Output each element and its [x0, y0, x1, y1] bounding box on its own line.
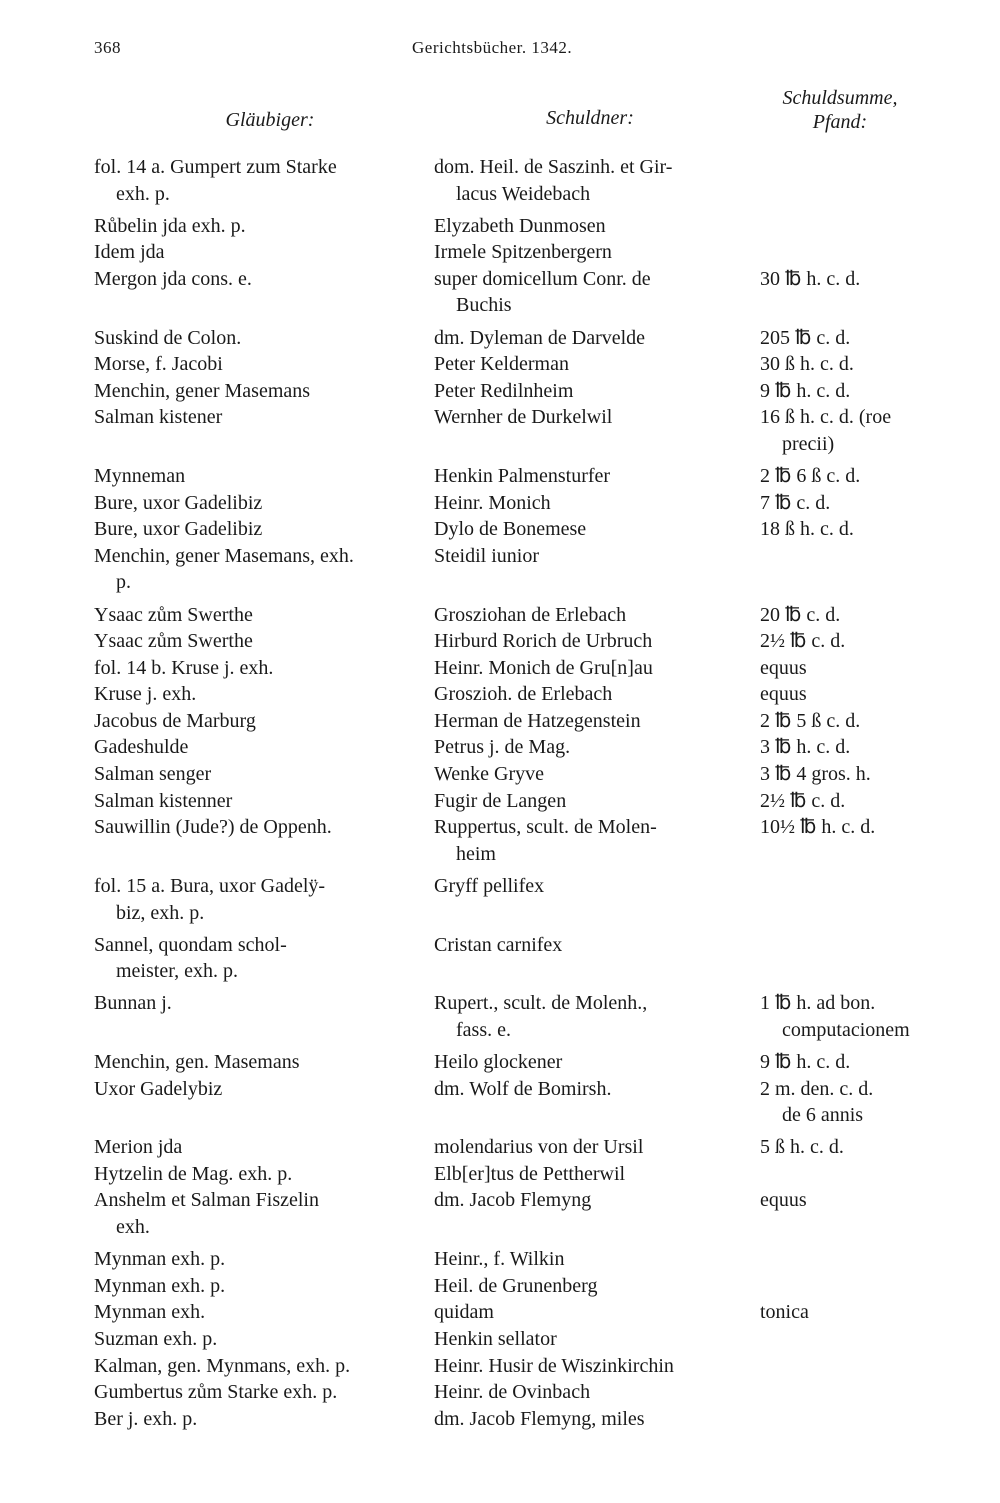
- creditor-cell-line: Ysaac zům Swerthe: [94, 603, 253, 626]
- creditor-cell-line: Uxor Gadelybiz: [94, 1077, 223, 1100]
- debtor-cell: [434, 1406, 754, 1433]
- creditor-cell-line: exh. p.: [116, 182, 170, 205]
- debtor-cell: [434, 1379, 754, 1406]
- creditor-cell-line: Kalman, gen. Mynmans, exh. p.: [94, 1354, 351, 1377]
- table-row: [0, 378, 1000, 405]
- creditor-cell: [94, 404, 414, 431]
- creditor-cell: [94, 602, 414, 629]
- creditor-cell: [94, 1353, 414, 1380]
- table-row: [0, 1406, 1000, 1433]
- creditor-cell: [94, 490, 414, 517]
- creditor-cell-line: Idem jda: [94, 241, 165, 264]
- debtor-cell-line: Grosziohan de Erlebach: [434, 603, 627, 626]
- sum-cell-line: de 6 annis: [782, 1104, 864, 1127]
- sum-cell-line: 20 ℔ c. d.: [760, 603, 841, 626]
- table-row: [0, 1353, 1000, 1380]
- debtor-cell: [434, 1273, 754, 1300]
- sum-cell-line: 16 ß h. c. d. (roe: [760, 406, 892, 429]
- creditor-cell-line: Mynman exh. p.: [94, 1274, 226, 1297]
- creditor-cell: [94, 1161, 414, 1188]
- debtor-cell: [434, 932, 754, 959]
- creditor-cell: [94, 708, 414, 735]
- debtor-cell-line: Heinr., f. Wilkin: [434, 1248, 565, 1271]
- table-row: [0, 325, 1000, 352]
- table-row: [0, 266, 1000, 325]
- creditor-cell-line: Anshelm et Salman Fiszelin: [94, 1189, 319, 1212]
- table-row: [0, 788, 1000, 815]
- debtor-cell-line: lacus Weidebach: [456, 182, 591, 205]
- creditor-cell-line: Kruse j. exh.: [94, 683, 197, 706]
- table-row: [0, 1246, 1000, 1273]
- sum-cell-line: 2½ ℔ c. d.: [760, 789, 846, 812]
- creditor-cell: [94, 1299, 414, 1326]
- sum-cell-line: 3 ℔ h. c. d.: [760, 736, 851, 759]
- creditor-cell: [94, 814, 414, 841]
- creditor-cell-line: Menchin, gener Masemans, exh.: [94, 544, 354, 567]
- sum-cell-line: tonica: [760, 1301, 809, 1324]
- creditor-cell-line: Merion jda: [94, 1136, 183, 1159]
- table-row: [0, 154, 1000, 213]
- debtor-cell-line: fass. e.: [456, 1018, 511, 1041]
- table-row: [0, 1299, 1000, 1326]
- sum-cell: [760, 1299, 990, 1326]
- creditor-cell-line: Sannel, quondam schol-: [94, 933, 287, 956]
- debtor-cell: [434, 873, 754, 900]
- debtor-cell: [434, 655, 754, 682]
- creditor-cell-line: Ber j. exh. p.: [94, 1407, 198, 1430]
- creditor-cell: [94, 1076, 414, 1103]
- creditor-cell-line: Salman kistener: [94, 406, 223, 429]
- debtor-cell: [434, 404, 754, 431]
- debtor-cell: [434, 1049, 754, 1076]
- creditor-cell-line: Suskind de Colon.: [94, 326, 242, 349]
- sum-cell: [760, 1049, 990, 1076]
- debtor-cell: [434, 628, 754, 655]
- debtor-cell: [434, 1326, 754, 1353]
- creditor-cell-line: Suzman exh. p.: [94, 1327, 218, 1350]
- table-row: [0, 463, 1000, 490]
- creditor-cell-line: biz, exh. p.: [116, 901, 205, 924]
- creditor-cell-line: Bunnan j.: [94, 992, 172, 1015]
- debtor-cell-line: Peter Kelderman: [434, 353, 569, 376]
- sum-cell-line: 30 ℔ h. c. d.: [760, 267, 861, 290]
- creditor-cell-line: Bure, uxor Gadelibiz: [94, 518, 263, 541]
- creditor-cell: [94, 239, 414, 266]
- debtor-cell: [434, 463, 754, 490]
- creditor-cell: [94, 655, 414, 682]
- ledger-table: [0, 154, 1000, 1432]
- sum-cell-line: 205 ℔ c. d.: [760, 326, 851, 349]
- debtor-cell: [434, 490, 754, 517]
- debtor-cell-line: heim: [456, 842, 496, 865]
- sum-cell-line: 7 ℔ c. d.: [760, 491, 831, 514]
- creditor-cell: [94, 1326, 414, 1353]
- creditor-cell: [94, 628, 414, 655]
- table-row: [0, 351, 1000, 378]
- sum-cell: [760, 734, 990, 761]
- sum-cell-line: 1 ℔ h. ad bon.: [760, 992, 876, 1015]
- sum-cell-line: 2 ℔ 5 ß c. d.: [760, 709, 861, 732]
- debtor-cell-line: Henkin Palmensturfer: [434, 465, 611, 488]
- sum-cell: [760, 788, 990, 815]
- table-row: [0, 873, 1000, 932]
- debtor-cell: [434, 990, 754, 1043]
- debtor-cell-line: Irmele Spitzenbergern: [434, 241, 612, 264]
- creditor-cell-line: Hytzelin de Mag. exh. p.: [94, 1162, 293, 1185]
- debtor-cell-line: Hirburd Rorich de Urbruch: [434, 630, 653, 653]
- debtor-cell: [434, 708, 754, 735]
- page-number: 368: [94, 38, 121, 57]
- creditor-cell-line: exh.: [116, 1216, 150, 1239]
- sum-cell-line: equus: [760, 683, 807, 706]
- sum-cell: [760, 708, 990, 735]
- sum-cell: [760, 1134, 990, 1161]
- table-row: [0, 932, 1000, 991]
- sum-cell: [760, 1076, 990, 1129]
- debtor-cell-line: quidam: [434, 1301, 494, 1324]
- creditor-cell: [94, 681, 414, 708]
- creditor-cell-line: Mynman exh. p.: [94, 1248, 226, 1271]
- table-row: [0, 213, 1000, 240]
- debtor-cell-line: Heinr. de Ovinbach: [434, 1381, 591, 1404]
- creditor-cell: [94, 154, 414, 207]
- table-row: [0, 1379, 1000, 1406]
- debtor-cell-line: Rupert., scult. de Molenh.,: [434, 992, 648, 1015]
- sum-cell-line: 18 ß h. c. d.: [760, 518, 854, 541]
- table-row: [0, 1076, 1000, 1135]
- table-row: [0, 1049, 1000, 1076]
- sum-cell-line: 2 ℔ 6 ß c. d.: [760, 465, 861, 488]
- debtor-cell-line: Elyzabeth Dunmosen: [434, 214, 606, 237]
- table-row: [0, 1273, 1000, 1300]
- creditor-cell-line: Bure, uxor Gadelibiz: [94, 491, 263, 514]
- debtor-cell-line: Gryff pellifex: [434, 874, 545, 897]
- sum-cell-line: 2 m. den. c. d.: [760, 1077, 874, 1100]
- table-row: [0, 681, 1000, 708]
- debtor-cell-line: Buchis: [456, 294, 512, 317]
- debtor-cell-line: Petrus j. de Mag.: [434, 736, 571, 759]
- debtor-cell: [434, 1161, 754, 1188]
- debtor-cell-line: dm. Jacob Flemyng: [434, 1189, 592, 1212]
- debtor-cell-line: Herman de Hatzegenstein: [434, 709, 641, 732]
- creditor-cell: [94, 1406, 414, 1433]
- debtor-cell: [434, 734, 754, 761]
- table-row: [0, 734, 1000, 761]
- debtor-cell: [434, 602, 754, 629]
- debtor-cell: [434, 1299, 754, 1326]
- creditor-cell-line: Mynneman: [94, 465, 186, 488]
- creditor-cell: [94, 990, 414, 1017]
- debtor-cell-line: Heil. de Grunenberg: [434, 1274, 598, 1297]
- table-row: [0, 655, 1000, 682]
- page-header: [94, 38, 934, 64]
- debtor-cell: [434, 213, 754, 240]
- debtor-cell: [434, 1187, 754, 1214]
- creditor-cell-line: Jacobus de Marburg: [94, 709, 256, 732]
- sum-cell: [760, 990, 990, 1043]
- creditor-cell-line: Menchin, gener Masemans: [94, 379, 311, 402]
- creditor-cell-line: Menchin, gen. Masemans: [94, 1051, 300, 1073]
- sum-cell: [760, 404, 990, 457]
- debtor-cell-line: molendarius von der Ursil: [434, 1136, 644, 1159]
- table-row: [0, 543, 1000, 602]
- creditor-cell: [94, 213, 414, 240]
- sum-cell: [760, 602, 990, 629]
- debtor-cell: [434, 378, 754, 405]
- debtor-cell: [434, 543, 754, 570]
- creditor-cell-line: Gadeshulde: [94, 736, 189, 759]
- sum-cell: [760, 1187, 990, 1214]
- debtor-cell: [434, 1353, 754, 1380]
- sum-cell-line: 5 ß h. c. d.: [760, 1136, 844, 1159]
- creditor-cell-line: Salman kistenner: [94, 789, 233, 812]
- debtor-cell: [434, 351, 754, 378]
- sum-cell-line: 9 ℔ h. c. d.: [760, 1051, 851, 1073]
- table-row: [0, 708, 1000, 735]
- sum-cell: [760, 628, 990, 655]
- creditor-cell: [94, 1273, 414, 1300]
- sum-cell-line: equus: [760, 656, 807, 679]
- debtor-cell-line: dom. Heil. de Saszinh. et Gir-: [434, 156, 673, 178]
- sum-cell-line: 2½ ℔ c. d.: [760, 630, 846, 653]
- debtor-cell-line: Wenke Gryve: [434, 763, 545, 786]
- creditor-cell: [94, 378, 414, 405]
- table-row: [0, 239, 1000, 266]
- sum-cell: [760, 463, 990, 490]
- creditor-cell: [94, 325, 414, 352]
- debtor-cell-line: Ruppertus, scult. de Molen-: [434, 816, 657, 839]
- column-header-sum-line1: Schuldsumme,: [782, 87, 898, 109]
- creditor-cell: [94, 351, 414, 378]
- sum-cell: [760, 490, 990, 517]
- debtor-cell-line: Fugir de Langen: [434, 789, 567, 812]
- table-row: [0, 602, 1000, 629]
- creditor-cell: [94, 932, 414, 985]
- creditor-cell-line: meister, exh. p.: [116, 960, 238, 983]
- debtor-cell: [434, 154, 754, 207]
- debtor-cell-line: Elb[er]tus de Pettherwil: [434, 1162, 626, 1185]
- creditor-cell: [94, 873, 414, 926]
- creditor-cell-line: Morse, f. Jacobi: [94, 353, 223, 376]
- debtor-cell: [434, 788, 754, 815]
- sum-cell: [760, 266, 990, 293]
- table-row: [0, 490, 1000, 517]
- table-row: [0, 761, 1000, 788]
- debtor-cell-line: Cristan carnifex: [434, 933, 563, 956]
- debtor-cell-line: Groszioh. de Erlebach: [434, 683, 613, 706]
- sum-cell-line: equus: [760, 1189, 807, 1212]
- sum-cell: [760, 761, 990, 788]
- sum-cell: [760, 351, 990, 378]
- column-header-sum: [740, 86, 940, 134]
- creditor-cell: [94, 1187, 414, 1240]
- table-row: [0, 990, 1000, 1049]
- debtor-cell-line: Henkin sellator: [434, 1327, 557, 1350]
- table-row: [0, 628, 1000, 655]
- creditor-cell-line: p.: [116, 571, 131, 594]
- debtor-cell: [434, 1076, 754, 1103]
- sum-cell: [760, 655, 990, 682]
- creditor-cell-line: Sauwillin (Jude?) de Oppenh.: [94, 816, 332, 839]
- table-row: [0, 1161, 1000, 1188]
- creditor-cell: [94, 516, 414, 543]
- creditor-cell-line: Mergon jda cons. e.: [94, 267, 252, 290]
- debtor-cell: [434, 516, 754, 543]
- sum-cell: [760, 325, 990, 352]
- debtor-cell-line: Heinr. Husir de Wiszinkirchin: [434, 1354, 674, 1377]
- debtor-cell-line: dm. Dyleman de Darvelde: [434, 326, 646, 349]
- table-row: [0, 1326, 1000, 1353]
- debtor-cell-line: Dylo de Bonemese: [434, 518, 587, 541]
- sum-cell-line: precii): [782, 432, 835, 455]
- sum-cell: [760, 516, 990, 543]
- sum-cell-line: 9 ℔ h. c. d.: [760, 379, 851, 402]
- column-header-sum-line2: Pfand:: [812, 111, 868, 133]
- table-row: [0, 1134, 1000, 1161]
- running-title: Gerichtsbücher. 1342.: [412, 38, 573, 57]
- creditor-cell-line: Ysaac zům Swerthe: [94, 630, 253, 653]
- debtor-cell: [434, 681, 754, 708]
- creditor-cell-line: fol. 14 b. Kruse j. exh.: [94, 656, 274, 679]
- creditor-cell-line: Salman senger: [94, 763, 212, 786]
- debtor-cell-line: Heinr. Monich: [434, 491, 551, 514]
- sum-cell-line: 3 ℔ 4 gros. h.: [760, 763, 871, 786]
- creditor-cell: [94, 734, 414, 761]
- column-header-creditor: Gläubiger:: [225, 109, 315, 131]
- sum-cell: [760, 681, 990, 708]
- debtor-cell: [434, 1246, 754, 1273]
- debtor-cell: [434, 1134, 754, 1161]
- sum-cell: [760, 814, 990, 841]
- table-row: [0, 1187, 1000, 1246]
- sum-cell-line: computacionem: [782, 1018, 910, 1041]
- creditor-cell-line: Mynman exh.: [94, 1301, 206, 1324]
- debtor-cell-line: Heinr. Monich de Gru[n]au: [434, 656, 653, 679]
- table-row: [0, 404, 1000, 463]
- creditor-cell: [94, 1379, 414, 1406]
- debtor-cell-line: Steidil iunior: [434, 544, 539, 567]
- table-row: [0, 516, 1000, 543]
- debtor-cell-line: Wernher de Durkelwil: [434, 406, 613, 429]
- creditor-cell: [94, 1134, 414, 1161]
- creditor-cell-line: Růbelin jda exh. p.: [94, 214, 246, 237]
- creditor-cell-line: Gumbertus zům Starke exh. p.: [94, 1381, 338, 1404]
- sum-cell-line: 30 ß h. c. d.: [760, 353, 854, 376]
- debtor-cell: [434, 761, 754, 788]
- table-row: [0, 814, 1000, 873]
- debtor-cell-line: dm. Wolf de Bomirsh.: [434, 1077, 612, 1100]
- debtor-cell-line: Peter Redilnheim: [434, 379, 574, 402]
- debtor-cell-line: dm. Jacob Flemyng, miles: [434, 1407, 645, 1430]
- debtor-cell: [434, 814, 754, 867]
- creditor-cell: [94, 761, 414, 788]
- column-header-debtor: Schuldner:: [546, 107, 634, 129]
- debtor-cell: [434, 325, 754, 352]
- creditor-cell-line: fol. 15 a. Bura, uxor Gadelÿ-: [94, 874, 326, 897]
- sum-cell: [760, 378, 990, 405]
- debtor-cell-line: Heilo glockener: [434, 1051, 563, 1073]
- creditor-cell: [94, 1246, 414, 1273]
- creditor-cell: [94, 266, 414, 293]
- debtor-cell: [434, 266, 754, 319]
- debtor-cell-line: super domicellum Conr. de: [434, 267, 651, 290]
- creditor-cell: [94, 543, 414, 596]
- creditor-cell: [94, 788, 414, 815]
- creditor-cell: [94, 1049, 414, 1076]
- sum-cell-line: 10½ ℔ h. c. d.: [760, 816, 876, 839]
- creditor-cell-line: fol. 14 a. Gumpert zum Starke: [94, 156, 337, 178]
- creditor-cell: [94, 463, 414, 490]
- debtor-cell: [434, 239, 754, 266]
